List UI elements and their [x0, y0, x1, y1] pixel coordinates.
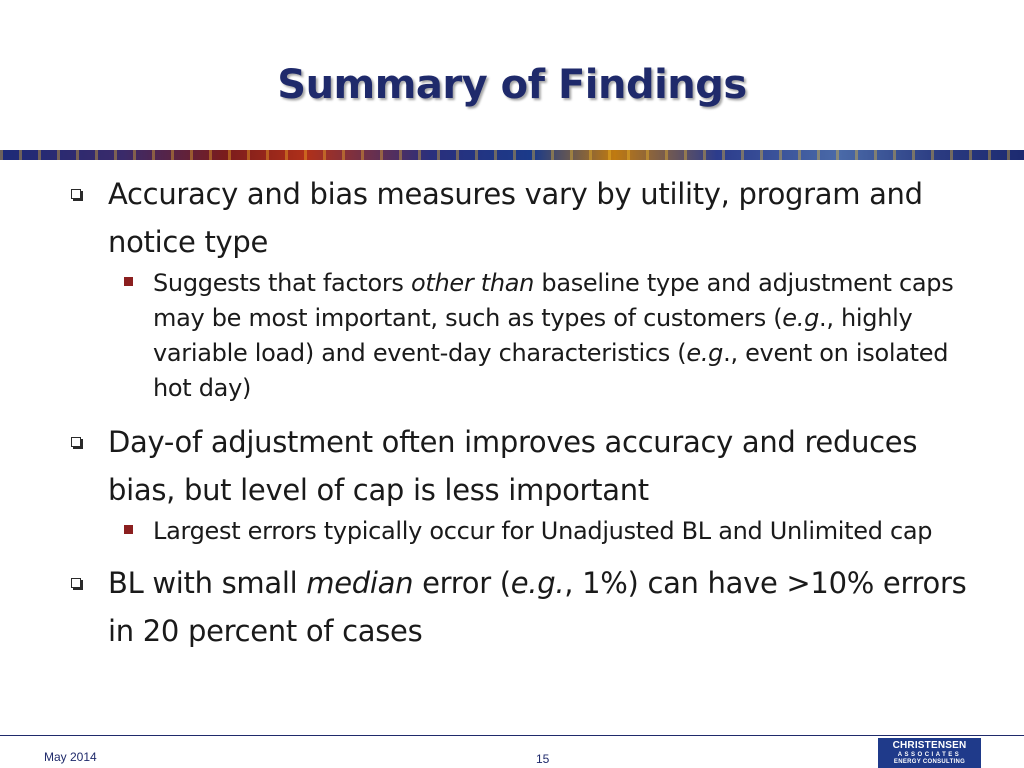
bullet-2-text: Day-of adjustment often improves accuracy and reduces bias, but level of cap is less important — [108, 425, 918, 507]
sub-bullet-text: baseline type and adjustment caps may be most important, such as types of customers ( — [153, 269, 954, 332]
logo-line-2: ASSOCIATES — [897, 752, 962, 758]
hollow-square-bullet-icon — [71, 189, 81, 199]
square-bullet-icon — [124, 277, 133, 286]
sub-bullet-text: ., highly variable load) and event-day characteristics ( — [153, 304, 913, 367]
sub-bullet-emphasis: e.g — [782, 304, 820, 332]
square-bullet-icon — [124, 525, 133, 534]
bullet-3-text: , 1%) can have >10% errors in 20 percent of cases — [108, 566, 967, 648]
hollow-square-bullet-icon — [71, 437, 81, 447]
footer-divider — [0, 735, 1024, 736]
bullet-3-text: error ( — [413, 566, 511, 600]
bullet-2 — [108, 418, 968, 514]
bullet-3-text: BL with small — [108, 566, 307, 600]
company-logo — [878, 738, 981, 768]
sub-bullet-text: Suggests that factors — [153, 269, 411, 297]
hollow-square-bullet-icon — [71, 578, 81, 588]
logo-line-3: ENERGY CONSULTING — [893, 759, 966, 765]
decorative-banner — [0, 150, 1024, 160]
sub-bullet-text: ., event on isolated hot day) — [153, 339, 949, 402]
slide-title: Summary of Findings — [277, 62, 747, 108]
bullet-1-text: Accuracy and bias measures vary by utility, program and notice type — [108, 177, 923, 259]
slide-body — [0, 170, 1024, 655]
footer-date: May 2014 — [44, 750, 97, 764]
sub-bullet-text: Largest errors typically occur for Unadjusted BL and Unlimited cap — [153, 517, 933, 545]
bullet-3-emphasis: median — [306, 566, 414, 600]
logo-line-1: CHRISTENSEN — [892, 740, 967, 751]
bullet-1 — [108, 170, 968, 266]
sub-bullet-2-1 — [153, 514, 963, 549]
sub-bullet-emphasis: other than — [410, 269, 535, 297]
sub-bullet-emphasis: e.g — [686, 339, 724, 367]
sub-bullet-1-1 — [153, 266, 963, 406]
page-number: 15 — [536, 752, 550, 766]
bullet-3 — [108, 559, 968, 655]
bullet-3-emphasis: e.g. — [510, 566, 565, 600]
